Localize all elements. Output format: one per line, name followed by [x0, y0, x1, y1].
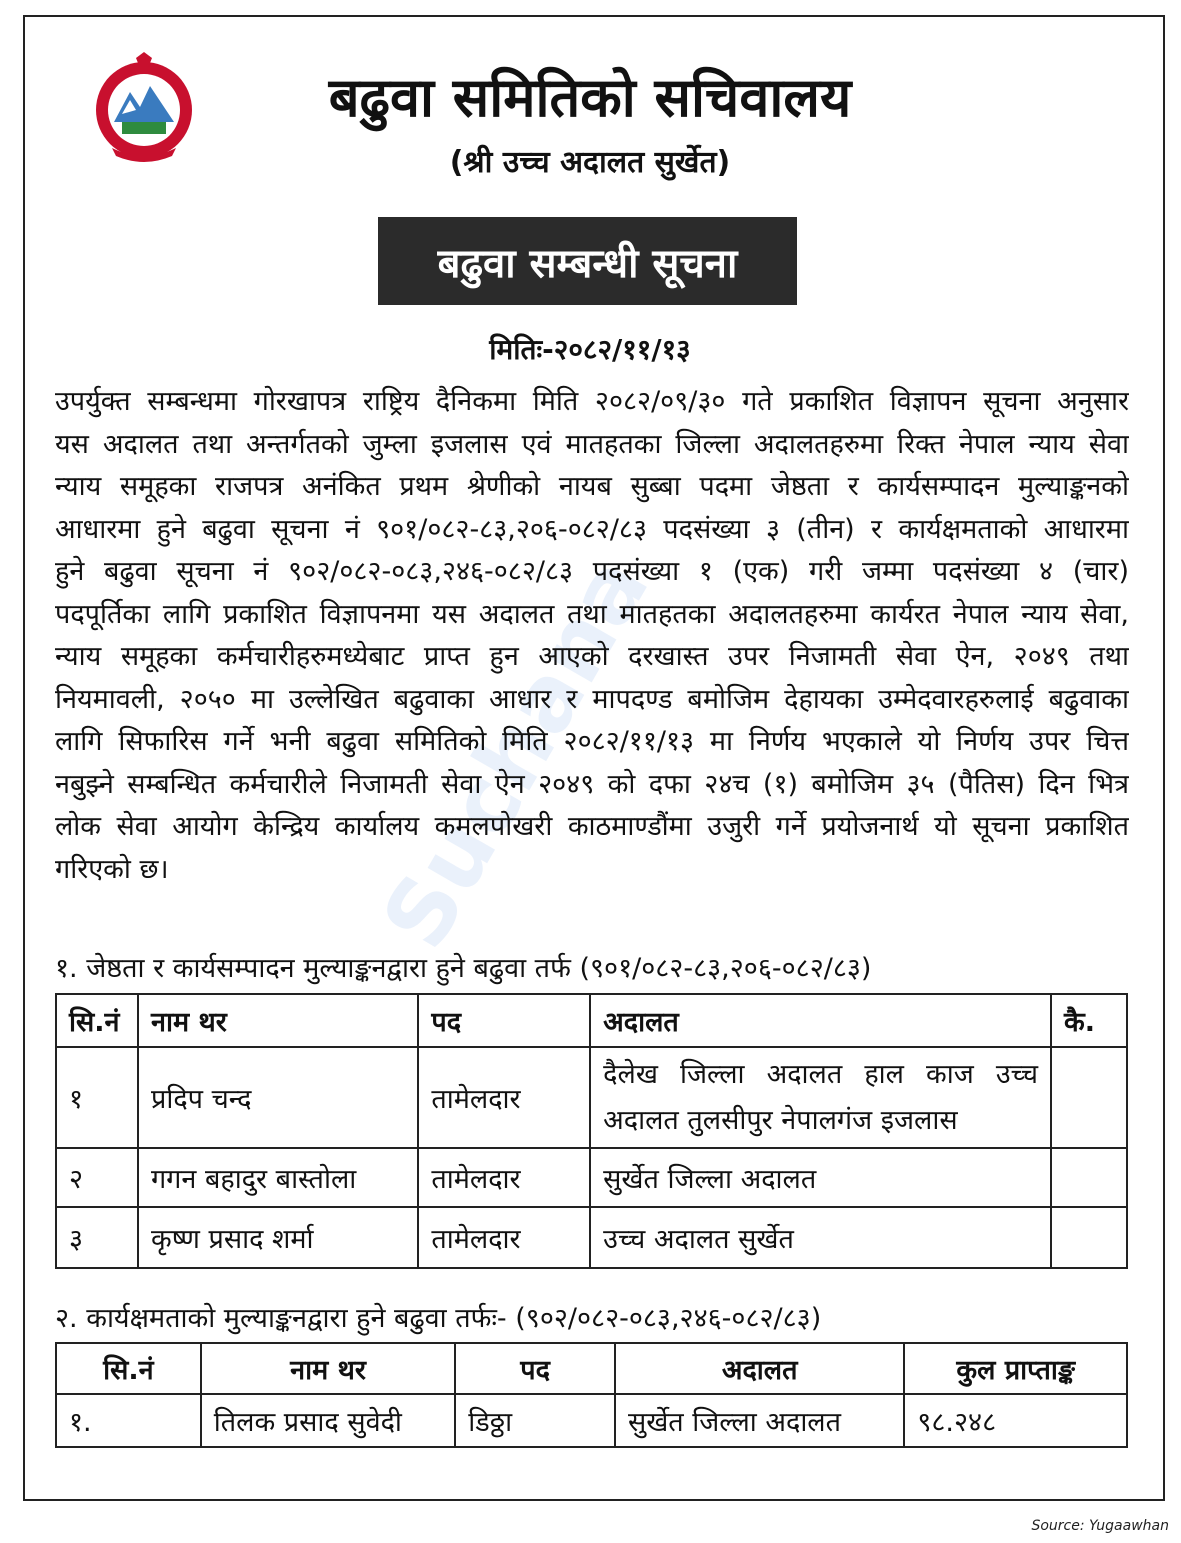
seniority-promotion-table	[55, 993, 1128, 1269]
cell-post: डिठ्ठा	[455, 1394, 615, 1447]
cell-total-score: ९८.२४८	[904, 1394, 1127, 1447]
table-header-row	[56, 1343, 1127, 1394]
cell-name: प्रदिप चन्द	[138, 1047, 418, 1148]
cell-post: तामेलदार	[418, 1047, 590, 1148]
cell-post: तामेलदार	[418, 1207, 590, 1268]
table-row	[56, 1047, 1127, 1148]
cell-court: उच्च अदालत सुर्खेत	[590, 1207, 1051, 1268]
cell-serial: २	[56, 1148, 138, 1207]
body-line: हुने बढुवा सूचना नं ९०२/०८२-०८३,२४६-०८२/८३ पदसंख्या १ (एक) गरी जम्मा पदसंख्या ४ (चार)	[55, 556, 1129, 587]
col-post: पद	[455, 1343, 615, 1394]
efficiency-promotion-table	[55, 1342, 1128, 1448]
cell-remarks	[1051, 1207, 1127, 1268]
col-serial: सि.नं	[56, 1343, 201, 1394]
cell-name: कृष्ण प्रसाद शर्मा	[138, 1207, 418, 1268]
cell-court: सुर्खेत जिल्ला अदालत	[615, 1394, 904, 1447]
notice-body	[55, 381, 1129, 891]
col-name: नाम थर	[138, 994, 418, 1047]
nepal-emblem-icon	[92, 52, 196, 166]
body-line: नबुझ्ने सम्बन्धित कर्मचारीले निजामती सेवा ऐन २०४९ को दफा २४च (१) बमोजिम ३५ (पैतिस) दिन भित्र	[55, 768, 1129, 800]
cell-serial: ३	[56, 1207, 138, 1268]
col-remarks: कै.	[1051, 994, 1127, 1047]
cell-post: तामेलदार	[418, 1148, 590, 1207]
col-court: अदालत	[590, 994, 1051, 1047]
cell-name: गगन बहादुर बास्तोला	[138, 1148, 418, 1207]
body-line: न्याय समूहका कर्मचारीहरुमध्येबाट प्राप्त हुन आएको दरखास्त उपर निजामती सेवा ऐन, २०४९ तथा	[55, 641, 1129, 672]
body-line: न्याय समूहका राजपत्र अनंकित प्रथम श्रेणीको नायब सुब्बा पदमा जेष्ठता र कार्यसम्पादन मुल्याङ्कनको	[55, 471, 1129, 502]
notice-heading	[378, 217, 797, 305]
col-name: नाम थर	[201, 1343, 455, 1394]
table-row	[56, 1394, 1127, 1447]
notice-heading-text: बढुवा सम्बन्धी सूचना	[437, 240, 738, 287]
source-credit: Source: Yugaawhan	[1031, 1518, 1169, 1534]
body-line: पदपूर्तिका लागि प्रकाशित विज्ञापनमा यस अदालत तथा मातहतका अदालतहरुमा कार्यरत नेपाल न्याय सेवा,	[55, 598, 1129, 630]
body-line: उपर्युक्त सम्बन्धमा गोरखापत्र राष्ट्रिय दैनिकमा मिति २०८२/०९/३० गते प्रकाशित विज्ञापन सूचना अनुसार	[55, 386, 1129, 417]
cell-serial: १	[56, 1047, 138, 1148]
body-line: नियमावली, २०५० मा उल्लेखित बढुवाका आधार र मापदण्ड बमोजिम देहायका उम्मेदवारहरुलाई बढुवाका	[55, 683, 1129, 715]
col-total-score: कुल प्राप्ताङ्क	[904, 1343, 1127, 1394]
office-title: बढुवा समितिको सचिवालय	[328, 66, 852, 129]
cell-name: तिलक प्रसाद सुवेदी	[201, 1394, 455, 1447]
table-row	[56, 1148, 1127, 1207]
office-subtitle: (श्री उच्च अदालत सुर्खेत)	[449, 145, 731, 180]
body-line: यस अदालत तथा अन्तर्गतको जुम्ला इजलास एवं मातहतका जिल्ला अदालतहरुमा रिक्त नेपाल न्याय सेवा	[55, 428, 1129, 460]
cell-serial: १.	[56, 1394, 201, 1447]
body-line: आधारमा हुने बढुवा सूचना नं ९०१/०८२-८३,२०६-०८२/८३ पदसंख्या ३ (तीन) र कार्यक्षमताको आधारमा	[55, 513, 1129, 545]
col-post: पद	[418, 994, 590, 1047]
notice-date: मितिः-२०८२/११/१३	[489, 333, 691, 366]
body-line: लागि सिफारिस गर्ने भनी बढुवा समितिको मिति २०८२/११/१३ मा निर्णय भएकाले यो निर्णय उपर चित्त	[55, 726, 1129, 757]
watermark: Suchana	[362, 539, 670, 966]
cell-court: दैलेख जिल्ला अदालत हाल काज उच्च अदालत तुलसीपुर नेपालगंज इजलास	[590, 1047, 1051, 1148]
col-serial: सि.नं	[56, 994, 138, 1047]
col-court: अदालत	[615, 1343, 904, 1394]
section1-heading: १. जेष्ठता र कार्यसम्पादन मुल्याङ्कनद्वारा हुने बढुवा तर्फ (९०१/०८२-८३,२०६-०८२/८३)	[55, 953, 872, 984]
section2-heading: २. कार्यक्षमताको मुल्याङ्कनद्वारा हुने बढुवा तर्फः- (९०२/०८२-०८३,२४६-०८२/८३)	[55, 1303, 822, 1334]
body-line: गरिएको छ।	[55, 853, 169, 885]
table-header-row	[56, 994, 1127, 1047]
table-row	[56, 1207, 1127, 1268]
cell-court: सुर्खेत जिल्ला अदालत	[590, 1148, 1051, 1207]
cell-remarks	[1051, 1148, 1127, 1207]
cell-remarks	[1051, 1047, 1127, 1148]
body-line: लोक सेवा आयोग केन्द्रिय कार्यालय कमलपोखरी काठमाण्डौंमा उजुरी गर्ने प्रयोजनार्थ यो सूचना प्रकाशित	[55, 811, 1129, 842]
